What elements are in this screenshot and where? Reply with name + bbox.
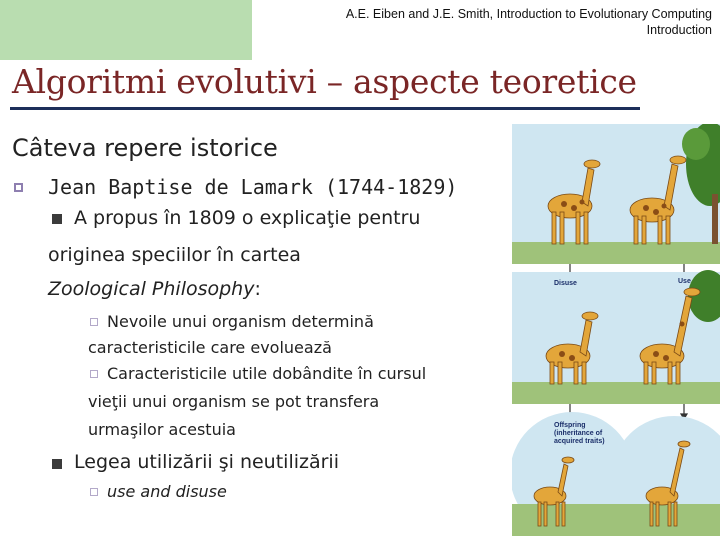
bullet-propus-line3 [48,278,261,300]
panel-middle [512,270,720,404]
bullet-lamark: Jean Baptise de Lamark (1744-1829) [48,175,458,199]
bullet-caract-line3: urmaşilor acestuia [88,420,236,439]
corner-decoration [0,0,252,60]
label-offspring-title: Offspring [554,422,586,429]
bullet-propus-line1: A propus în 1809 o explicaţie pentru [74,207,421,229]
bullet-legea: Legea utilizării şi neutilizării [74,451,339,473]
giraffe-figure-svg [512,124,720,536]
bullet-solid-icon [52,459,62,469]
bullet-caract-line1: Caracteristicile utile dobândite în cursul [107,364,427,383]
slide-title: Algoritmi evolutivi – aspecte teoretice [12,62,637,101]
label-inheritance-line1: (inheritance of [554,430,603,437]
panel-bottom [512,412,720,536]
credit-line-1: A.E. Eiben and J.E. Smith, Introduction to Evolutionary Computing [345,7,712,21]
bullet-propus-line2: originea speciilor în cartea [48,244,301,266]
bullet-solid-icon [52,214,62,224]
book-title: Zoological Philosophy [48,278,255,300]
bullet-nevoile-line1: Nevoile unui organism determină [107,312,374,331]
bullet-use-disuse: use and disuse [107,482,227,501]
colon-suffix: : [254,278,261,300]
bullet-hollow-small-icon [90,370,98,378]
panel-top [512,124,720,264]
label-use: Use [678,278,691,285]
bullet-caract-line2: vieţii unui organism se pot transfera [88,392,380,411]
bullet-hollow-small-icon [90,488,98,496]
bullet-nevoile-line2: caracteristicile care evoluează [88,338,332,357]
title-divider [10,107,640,110]
label-inheritance-line2: acquired traits) [554,438,605,445]
header-credit [282,6,712,38]
credit-line-2: Introduction [646,23,712,37]
label-disuse: Disuse [554,280,577,287]
slide-subtitle: Câteva repere istorice [12,134,278,162]
lamarck-giraffe-illustration [512,124,720,536]
bullet-hollow-small-icon [90,318,98,326]
bullet-hollow-icon [14,183,23,192]
label-offspring [554,422,605,446]
